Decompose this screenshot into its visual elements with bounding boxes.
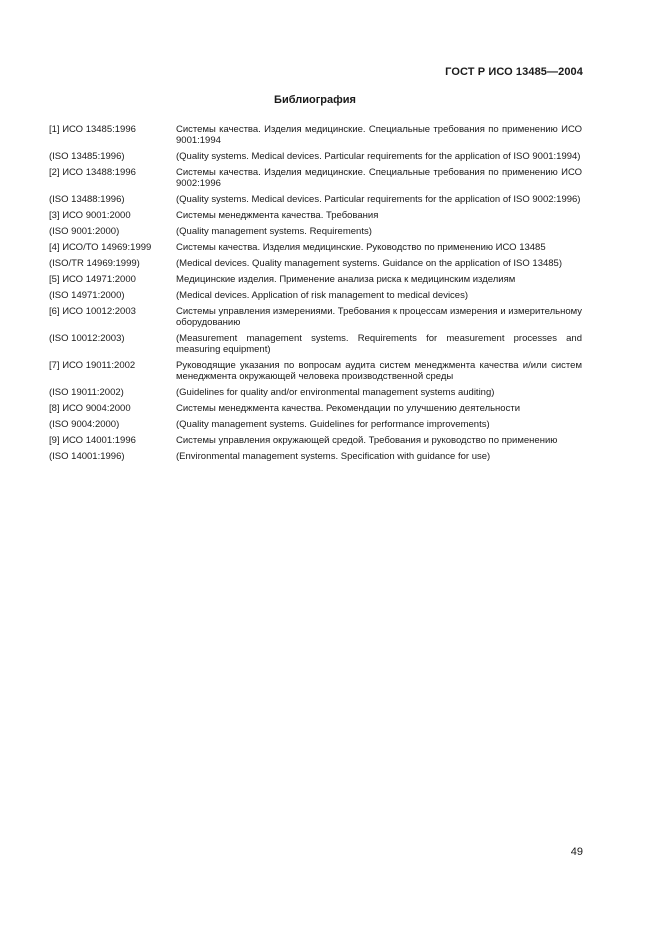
entry-reference: [4] ИСО/ТО 14969:1999 bbox=[49, 242, 152, 253]
entry-description: (Quality systems. Medical devices. Particular requirements for the application of ISO 9001:1994) bbox=[176, 151, 581, 162]
bibliography-list bbox=[49, 124, 582, 467]
entry-reference: (ISO 14001:1996) bbox=[49, 451, 125, 462]
entry-reference: [5] ИСО 14971:2000 bbox=[49, 274, 136, 285]
entry-description: Системы управления окружающей средой. Требования и руководство по применению bbox=[176, 435, 558, 446]
entry-reference: [9] ИСО 14001:1996 bbox=[49, 435, 136, 446]
entry-description: Системы качества. Изделия медицинские. Руководство по применению ИСО 13485 bbox=[176, 242, 546, 253]
entry-reference: [1] ИСО 13485:1996 bbox=[49, 124, 136, 135]
entry-reference: [7] ИСО 19011:2002 bbox=[49, 360, 136, 371]
entry-description: (Environmental management systems. Specification with guidance for use) bbox=[176, 451, 491, 462]
bibliography-entry bbox=[49, 194, 582, 205]
entry-reference: (ISO 19011:2002) bbox=[49, 387, 124, 398]
bibliography-entry bbox=[49, 124, 582, 146]
entry-reference: (ISO 13488:1996) bbox=[49, 194, 125, 205]
bibliography-entry bbox=[49, 333, 582, 355]
bibliography-entry bbox=[49, 258, 582, 269]
entry-reference: [3] ИСО 9001:2000 bbox=[49, 210, 131, 221]
entry-description: Системы менеджмента качества. Рекомендации по улучшению деятельности bbox=[176, 403, 520, 414]
bibliography-entry bbox=[49, 435, 582, 446]
entry-description: (Medical devices. Quality management systems. Guidance on the application of ISO 13485) bbox=[176, 258, 563, 269]
entry-reference: (ISO 9004:2000) bbox=[49, 419, 120, 430]
entry-description: Системы управления измерениями. Требования к процессам измерения и измерительному оборудованию bbox=[176, 306, 582, 328]
bibliography-entry bbox=[49, 403, 582, 414]
bibliography-entry bbox=[49, 151, 582, 162]
bibliography-entry bbox=[49, 274, 582, 285]
bibliography-entry bbox=[49, 451, 582, 462]
entry-description: Системы качества. Изделия медицинские. Специальные требования по применению ИСО 9001:1994 bbox=[176, 124, 582, 146]
entry-description: (Quality management systems. Requirements) bbox=[176, 226, 372, 237]
bibliography-entry bbox=[49, 419, 582, 430]
bibliography-entry bbox=[49, 226, 582, 237]
entry-reference: [6] ИСО 10012:2003 bbox=[49, 306, 136, 317]
entry-reference: (ISO 14971:2000) bbox=[49, 290, 125, 301]
bibliography-entry bbox=[49, 360, 582, 382]
section-title: Библиография bbox=[274, 94, 356, 106]
entry-description: Руководящие указания по вопросам аудита систем менеджмента качества и/или систем менеджмента окружающей человека производственной среды bbox=[176, 360, 582, 382]
entry-description: Системы менеджмента качества. Требования bbox=[176, 210, 379, 221]
document-code: ГОСТ Р ИСО 13485—2004 bbox=[445, 66, 583, 78]
entry-description: (Medical devices. Application of risk management to medical devices) bbox=[176, 290, 468, 301]
entry-description: Медицинские изделия. Применение анализа риска к медицинским изделиям bbox=[176, 274, 516, 285]
bibliography-entry bbox=[49, 210, 582, 221]
bibliography-entry bbox=[49, 242, 582, 253]
page-number: 49 bbox=[570, 846, 583, 858]
entry-reference: [8] ИСО 9004:2000 bbox=[49, 403, 131, 414]
entry-reference: (ISO 13485:1996) bbox=[49, 151, 125, 162]
entry-description: (Quality management systems. Guidelines for performance improvements) bbox=[176, 419, 490, 430]
bibliography-entry bbox=[49, 306, 582, 328]
entry-description: (Guidelines for quality and/or environmental management systems auditing) bbox=[176, 387, 495, 398]
entry-reference: [2] ИСО 13488:1996 bbox=[49, 167, 136, 178]
entry-description: (Measurement management systems. Requirements for measurement processes and measuring equipment) bbox=[176, 333, 582, 355]
bibliography-entry bbox=[49, 290, 582, 301]
entry-reference: (ISO/TR 14969:1999) bbox=[49, 258, 140, 269]
entry-reference: (ISO 10012:2003) bbox=[49, 333, 125, 344]
entry-description: (Quality systems. Medical devices. Particular requirements for the application of ISO 9002:1996) bbox=[176, 194, 581, 205]
bibliography-entry bbox=[49, 167, 582, 189]
entry-description: Системы качества. Изделия медицинские. Специальные требования по применению ИСО 9002:1996 bbox=[176, 167, 582, 189]
entry-reference: (ISO 9001:2000) bbox=[49, 226, 120, 237]
bibliography-entry bbox=[49, 387, 582, 398]
